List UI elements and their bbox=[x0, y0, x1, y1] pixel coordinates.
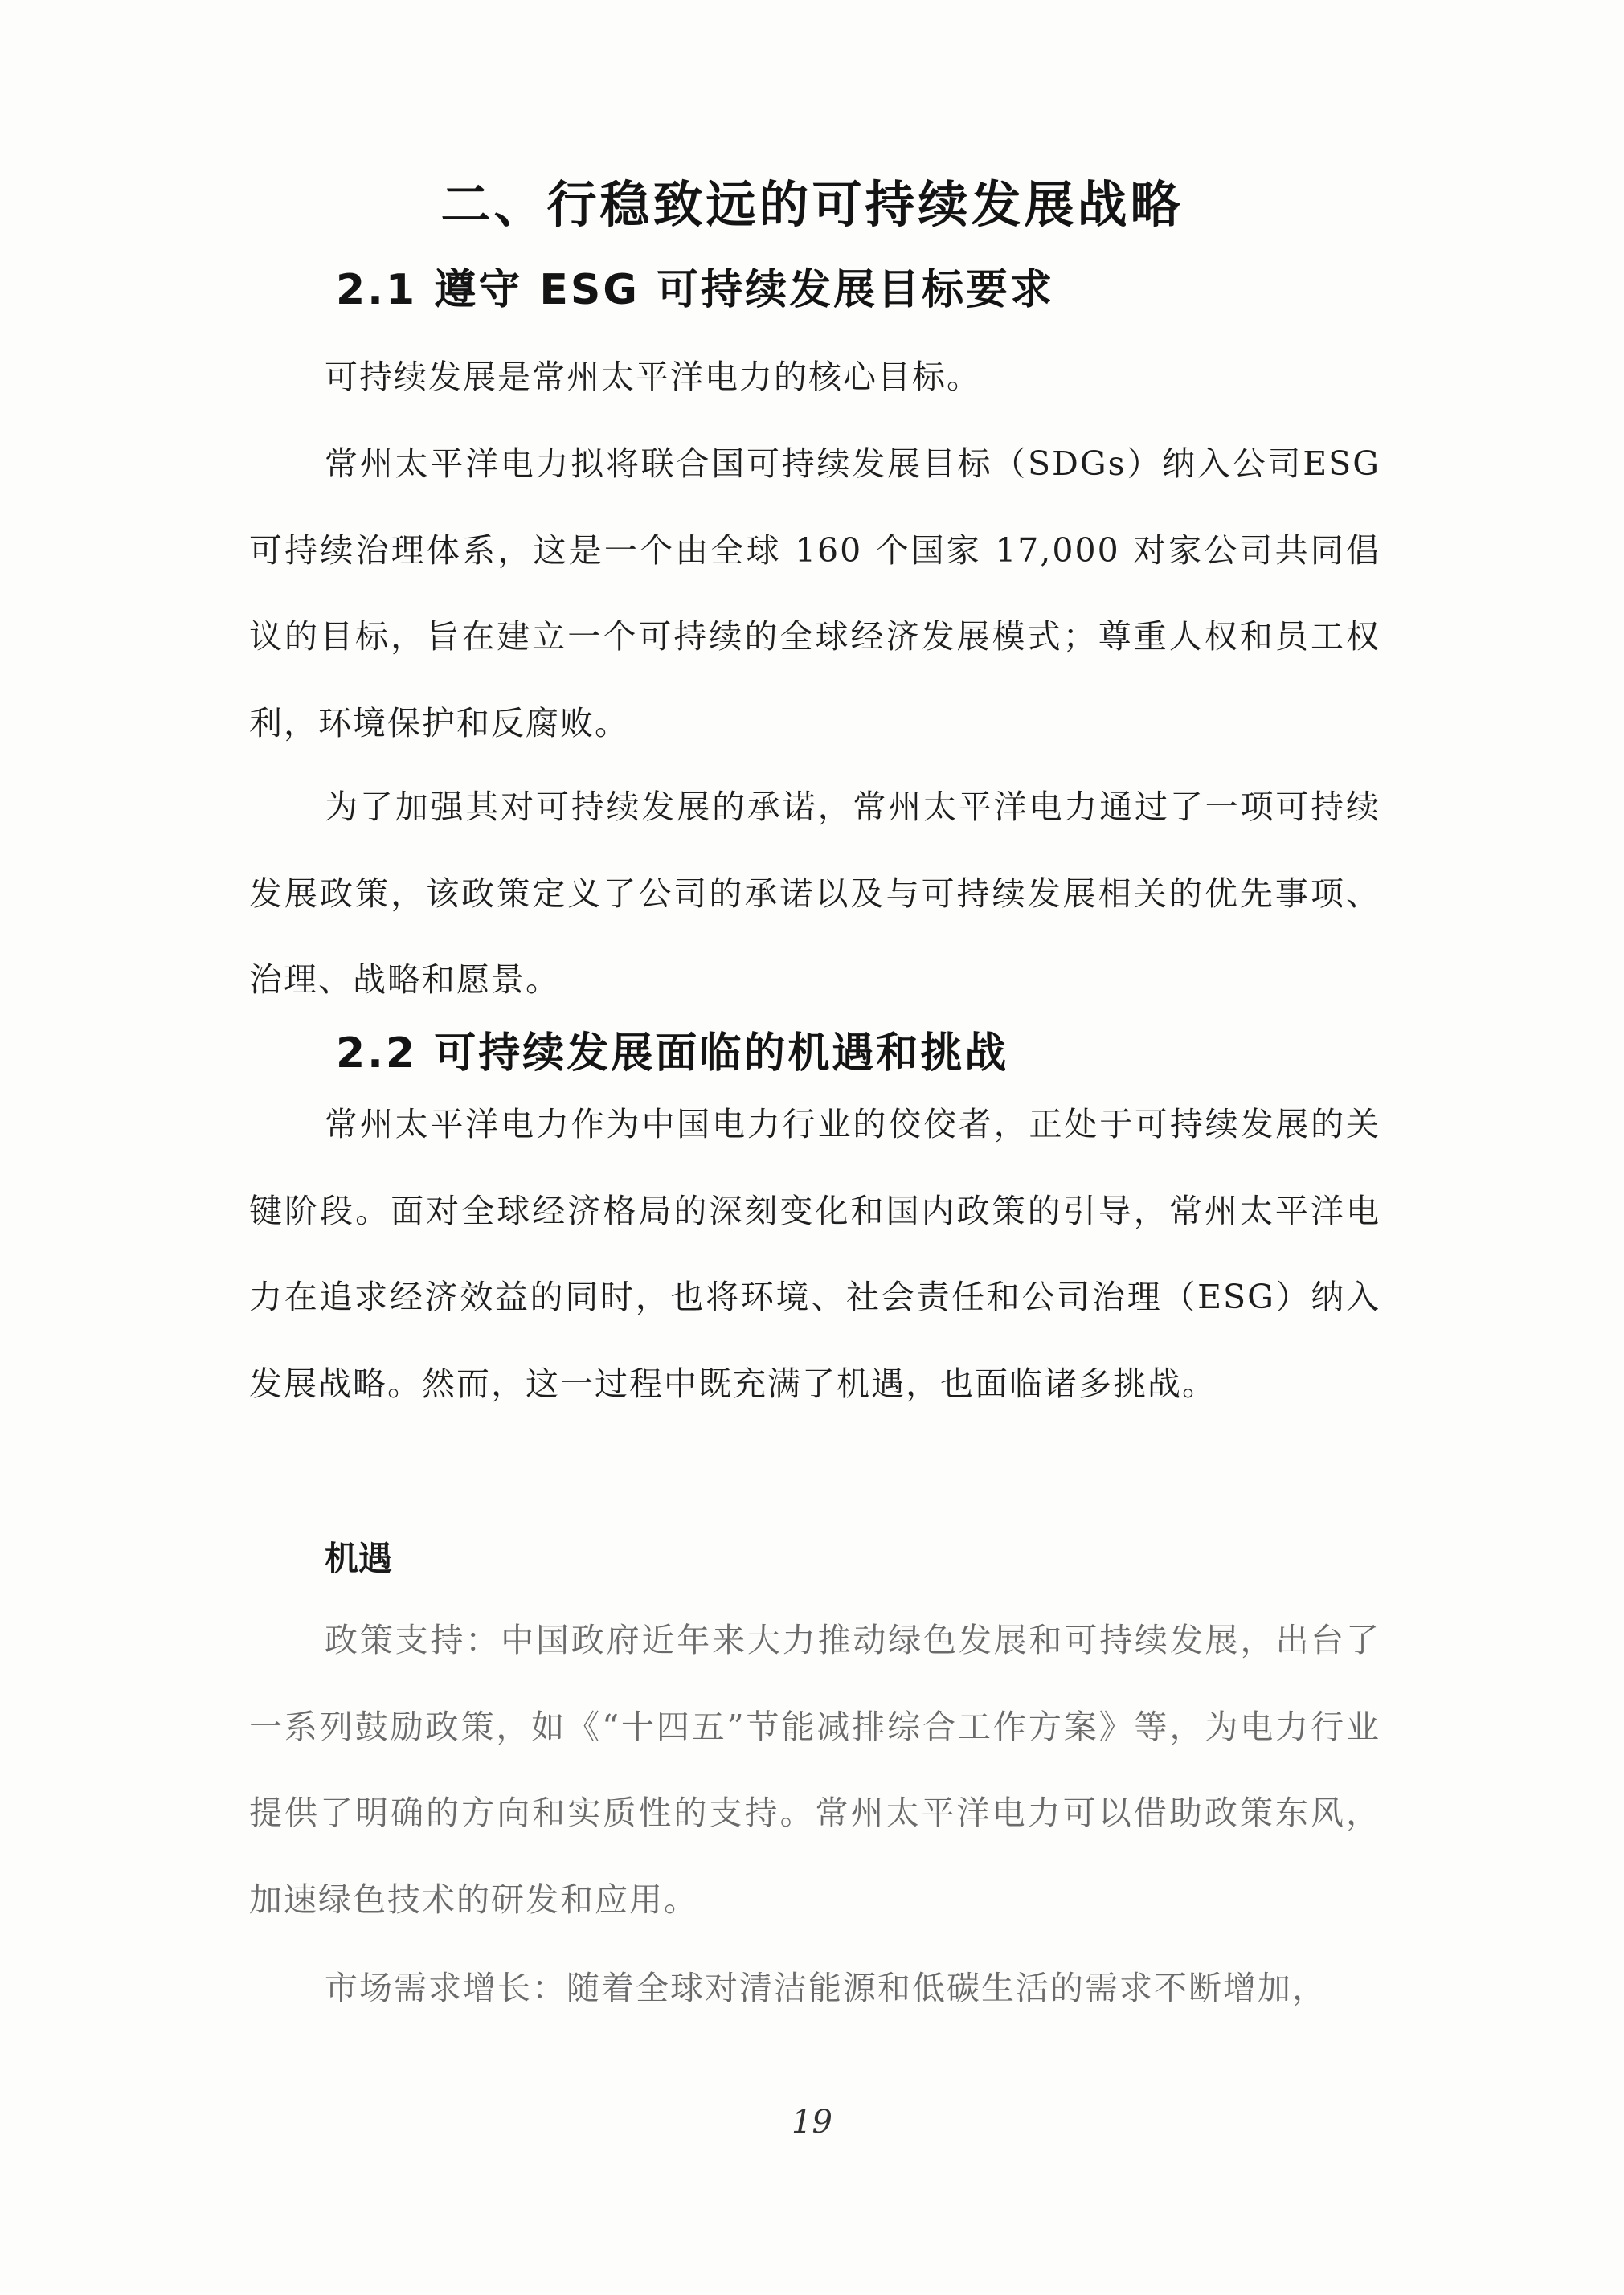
body-paragraph: 政策支持：中国政府近年来大力推动绿色发展和可持续发展，出台了一系列鼓励政策，如《“十四五”节能减排综合工作方案》等，为电力行业提供了明确的方向和实质性的支持。常州太平洋电力可以借助政策东风，加速绿色技术的研发和应用。 bbox=[249, 1621, 1381, 1919]
section-heading-2-2: 2.2 可持续发展面临的机遇和挑战 bbox=[336, 1029, 1009, 1078]
body-paragraph: 为了加强其对可持续发展的承诺，常州太平洋电力通过了一项可持续发展政策，该政策定义了公司的承诺以及与可持续发展相关的优先事项、治理、战略和愿景。 bbox=[249, 788, 1381, 999]
body-paragraph: 常州太平洋电力作为中国电力行业的佼佼者，正处于可持续发展的关键阶段。面对全球经济格局的深刻变化和国内政策的引导，常州太平洋电力在追求经济效益的同时，也将环境、社会责任和公司治理（ESG）纳入发展战略。然而，这一过程中既充满了机遇，也面临诸多挑战。 bbox=[249, 1105, 1381, 1403]
section-heading-2-1: 2.1 遵守 ESG 可持续发展目标要求 bbox=[336, 266, 1055, 314]
page-title: 二、行稳致远的可持续发展战略 bbox=[440, 175, 1184, 234]
body-paragraph: 常州太平洋电力拟将联合国可持续发展目标（SDGs）纳入公司ESG 可持续治理体系，这是一个由全球 160 个国家 17,000 对家公司共同倡议的目标，旨在建立一个可持续的全球经济发展模式；尊重人权和员工权利，环境保护和反腐败。 bbox=[249, 444, 1381, 742]
subheading-opportunities: 机遇 bbox=[325, 1539, 393, 1578]
page-number: 19 bbox=[792, 2104, 832, 2141]
body-paragraph: 可持续发展是常州太平洋电力的核心目标。 bbox=[325, 358, 981, 396]
body-paragraph: 市场需求增长：随着全球对清洁能源和低碳生活的需求不断增加， bbox=[325, 1969, 1327, 2007]
